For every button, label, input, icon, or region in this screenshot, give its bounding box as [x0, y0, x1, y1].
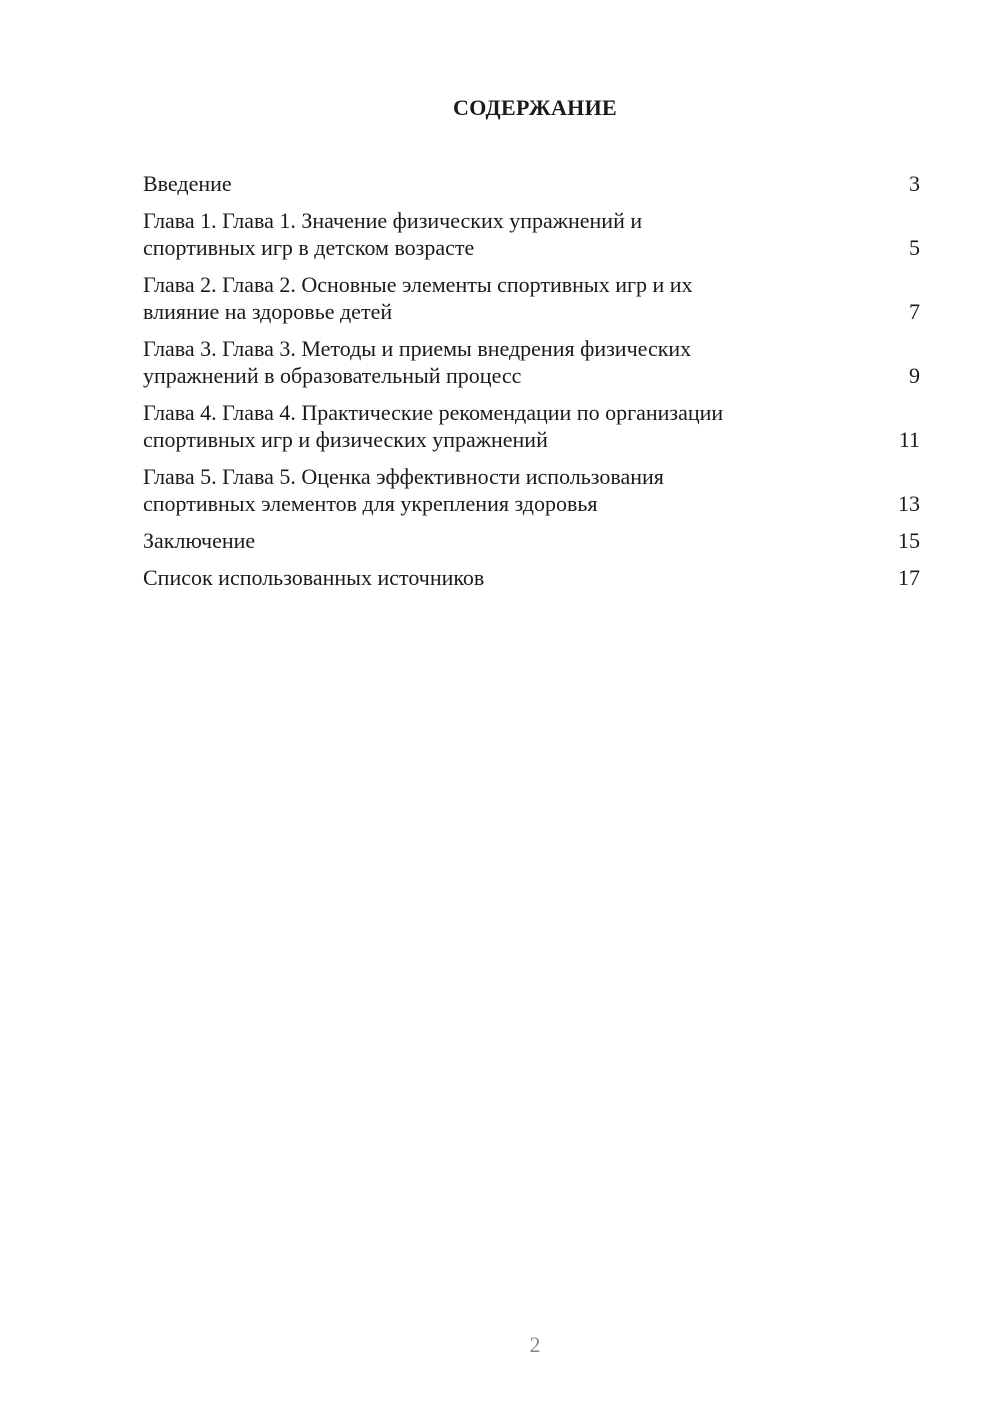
toc-entry-line: спортивных элементов для укрепления здоровья — [143, 491, 598, 516]
toc-entry-chapter-3 — [143, 335, 920, 389]
toc-entry-page: 7 — [909, 299, 920, 324]
toc-entry-line: Глава 3. Глава 3. Методы и приемы внедрения физических — [143, 336, 692, 361]
toc-entry-line: Глава 2. Глава 2. Основные элементы спортивных игр и их — [143, 272, 693, 297]
toc-entry-line: Заключение — [143, 528, 256, 553]
page-title: СОДЕРЖАНИЕ — [453, 95, 617, 120]
table-of-contents — [143, 170, 920, 601]
toc-entry-label — [143, 564, 484, 591]
toc-entry-label — [143, 335, 691, 389]
toc-entry-line: Введение — [143, 171, 232, 196]
toc-entry-line: спортивных игр в детском возрасте — [143, 235, 475, 260]
toc-entry-line: спортивных игр и физических упражнений — [143, 427, 548, 452]
toc-entry-conclusion — [143, 527, 920, 554]
toc-entry-line: влияние на здоровье детей — [143, 299, 393, 324]
toc-entry-page: 15 — [898, 528, 920, 553]
toc-entry-line: Глава 5. Глава 5. Оценка эффективности использования — [143, 464, 664, 489]
toc-entry-line: Глава 1. Глава 1. Значение физических упражнений и — [143, 208, 643, 233]
toc-entry-page: 11 — [898, 427, 920, 452]
toc-entry-page: 3 — [909, 171, 920, 196]
toc-entry-line: Глава 4. Глава 4. Практические рекомендации по организации — [143, 400, 724, 425]
toc-entry-introduction — [143, 170, 920, 197]
toc-entry-label — [143, 271, 693, 325]
toc-entry-references — [143, 564, 920, 591]
toc-entry-page: 9 — [909, 363, 920, 388]
toc-entry-chapter-1 — [143, 207, 920, 261]
toc-entry-label — [143, 463, 664, 517]
toc-entry-chapter-4 — [143, 399, 920, 453]
toc-entry-line: Список использованных источников — [143, 565, 485, 590]
toc-entry-line: упражнений в образовательный процесс — [143, 363, 522, 388]
toc-entry-chapter-5 — [143, 463, 920, 517]
toc-entry-chapter-2 — [143, 271, 920, 325]
toc-entry-page: 13 — [898, 491, 920, 516]
toc-entry-page: 5 — [909, 235, 920, 260]
toc-entry-label — [143, 399, 723, 453]
toc-entry-label — [143, 170, 232, 197]
toc-entry-label — [143, 207, 642, 261]
toc-entry-label — [143, 527, 255, 554]
toc-entry-page: 17 — [898, 565, 920, 590]
page-number: 2 — [529, 1332, 541, 1357]
